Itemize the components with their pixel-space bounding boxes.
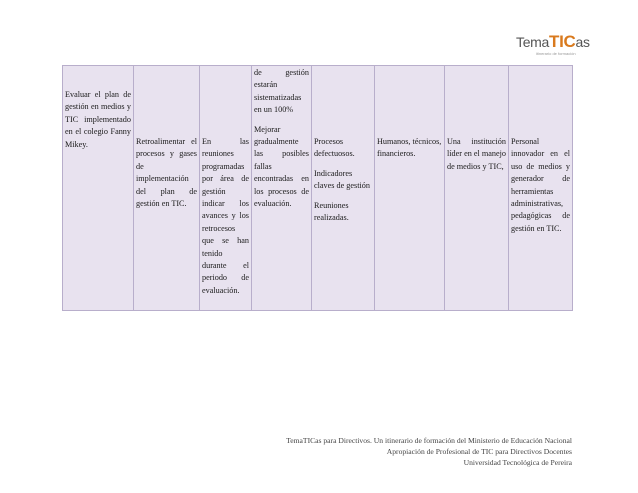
cell-text: Retroalimentar el procesos y gases de implementación del plan de gestión en TIC. xyxy=(136,137,197,209)
cell-text: Evaluar el plan de gestión en medios y TIC implementado en el colegio Fanny Mikey. xyxy=(65,90,131,149)
table-cell-vision xyxy=(445,66,509,311)
table-cell-goal xyxy=(252,66,312,311)
footer-line-1: TemaTICas para Directivos. Un itinerario de formación del Ministerio de Educación Nacional xyxy=(286,436,572,445)
cell-text: Humanos, técnicos, financieros. xyxy=(377,137,442,159)
cell-text-3: Reuniones realizadas. xyxy=(314,200,349,223)
logo-part-b: TIC xyxy=(549,32,576,51)
footer-line-2: Apropiación de Profesional de TIC para Directivos Docentes xyxy=(386,447,572,456)
cell-text-2: Mejorar gradualmente las posibles fallas encontradas en los procesos de evaluación. xyxy=(254,124,309,209)
cell-text-2: Indicadores claves de gestión xyxy=(314,168,370,191)
table-cell-indicators xyxy=(312,66,375,311)
cell-text-1: de gestión estarán sistematizadas en un 100% xyxy=(254,68,309,115)
table-cell-activity xyxy=(200,66,252,311)
cell-text-1: Procesos defectuosos. xyxy=(314,137,355,159)
logo-part-a: Tema xyxy=(516,34,550,50)
cell-text: Una institución líder en el manejo de medios y TIC, xyxy=(447,137,506,171)
table-cell-objective xyxy=(63,66,134,311)
table-cell-strategy xyxy=(134,66,200,311)
page-footer xyxy=(286,435,572,468)
cell-text: En las reuniones programadas por área de gestión indicar los avances y los retrocesos que se han tenido durante el periodo de evaluación. xyxy=(202,137,249,295)
table-cell-result xyxy=(509,66,573,311)
logo-part-c: as xyxy=(575,34,590,50)
table-row xyxy=(63,66,573,311)
tematicas-logo xyxy=(512,28,594,64)
logo-wordmark xyxy=(516,32,590,52)
footer-line-3: Universidad Tecnológica de Pereira xyxy=(463,458,572,467)
logo-tagline: itinerario de formación xyxy=(536,51,576,56)
cell-text: Personal innovador en el uso de medios y generador de herramientas administrativas, pedagógicas de gestión en TIC. xyxy=(511,137,570,233)
plan-table xyxy=(62,65,573,311)
table-cell-resources xyxy=(375,66,445,311)
